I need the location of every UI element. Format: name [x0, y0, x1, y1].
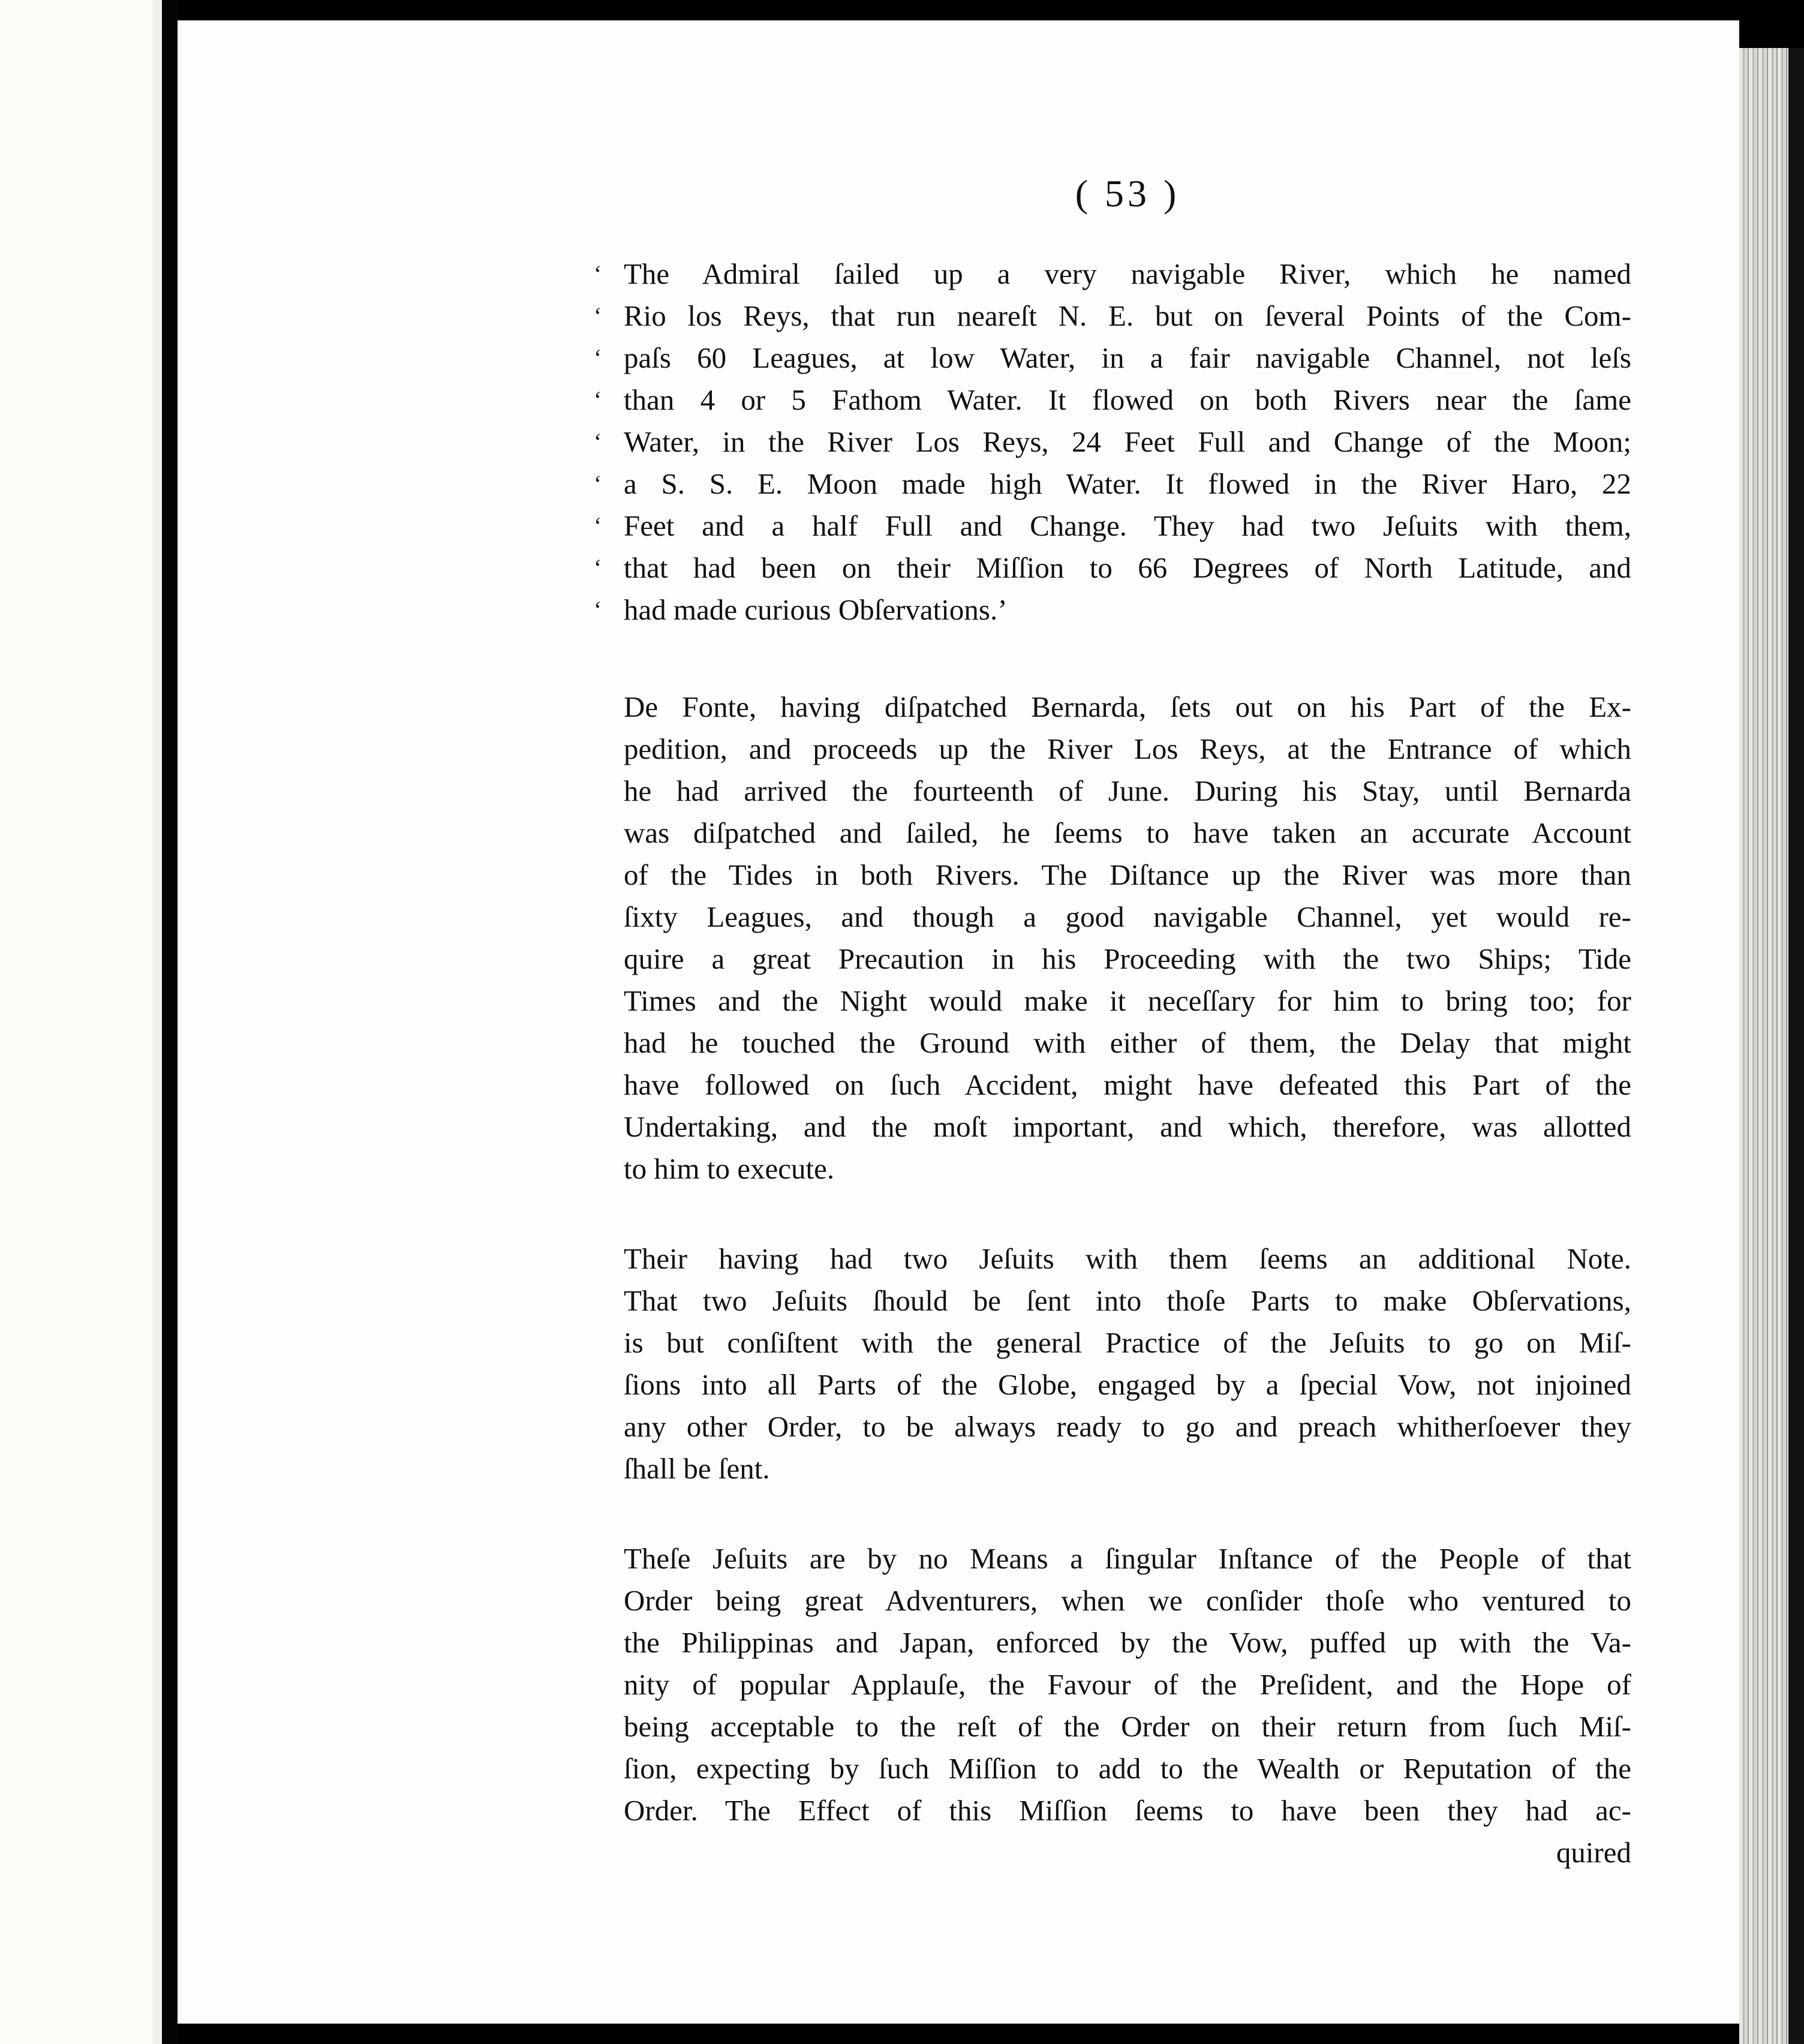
text-line: have followed on ſuch Accident, might have defeated this Part of the: [624, 1068, 1631, 1101]
text-block: [594, 20, 1631, 2024]
book-gutter: [162, 0, 178, 2044]
text-line: ‘ The Admiral ſailed up a very navigable River, which he named: [594, 257, 1631, 290]
text-line: ‘ Feet and a half Full and Change. They had two Jeſuits with them,: [594, 509, 1631, 542]
text-line: quire a great Precaution in his Proceeding with the two Ships; Tide: [624, 942, 1631, 975]
text-line: ‘ had made curious Obſervations.’: [594, 593, 1008, 626]
book-page: [178, 20, 1739, 2024]
text-line: Order being great Adventurers, when we conſider thoſe who ventured to: [624, 1584, 1631, 1617]
page-edges: [1739, 48, 1804, 2044]
text-line: had he touched the Ground with either of them, the Delay that might: [624, 1026, 1631, 1059]
text-line: ‘ Rio los Reys, that run neareſt N. E. but on ſeveral Points of the Com-: [594, 299, 1631, 332]
text-line: pedition, and proceeds up the River Los Reys, at the Entrance of which: [624, 732, 1631, 765]
text-line: ‘ paſs 60 Leagues, at low Water, in a fair navigable Channel, not leſs: [594, 341, 1631, 374]
text-line: That two Jeſuits ſhould be ſent into thoſe Parts to make Obſervations,: [624, 1284, 1631, 1317]
text-line: ‘ a S. S. E. Moon made high Water. It flowed in the River Haro, 22: [594, 467, 1631, 500]
text-line: Theſe Jeſuits are by no Means a ſingular Inſtance of the People of that: [624, 1542, 1631, 1575]
text-line: Their having had two Jeſuits with them ſeems an additional Note.: [624, 1242, 1631, 1275]
text-line: Order. The Effect of this Miſſion ſeems to have been they had ac-: [624, 1794, 1631, 1827]
text-line: is but conſiſtent with the general Practice of the Jeſuits to go on Miſ-: [624, 1326, 1631, 1359]
facing-page-edge: [0, 0, 162, 2044]
text-line: was diſpatched and ſailed, he ſeems to have taken an accurate Account: [624, 816, 1631, 849]
text-line: ſion, expecting by ſuch Miſſion to add to the Wealth or Reputation of the: [624, 1752, 1631, 1785]
text-line: ſhall be ſent.: [624, 1452, 770, 1485]
text-line: ‘ that had been on their Miſſion to 66 Degrees of North Latitude, and: [594, 551, 1631, 584]
text-line: any other Order, to be always ready to go and preach whitherſoever they: [624, 1410, 1631, 1443]
catchword: quired: [1556, 1836, 1631, 1869]
text-line: ‘ than 4 or 5 Fathom Water. It flowed on both Rivers near the ſame: [594, 383, 1631, 416]
text-line: being acceptable to the reſt of the Order on their return from ſuch Miſ-: [624, 1710, 1631, 1743]
text-line: ſixty Leagues, and though a good navigable Channel, yet would re-: [624, 900, 1631, 933]
text-line: ‘ Water, in the River Los Reys, 24 Feet Full and Change of the Moon;: [594, 425, 1631, 458]
page-number: ( 53 ): [1075, 172, 1180, 215]
text-line: ſions into all Parts of the Globe, engaged by a ſpecial Vow, not injoined: [624, 1368, 1631, 1401]
text-line: to him to execute.: [624, 1152, 835, 1185]
text-line: Times and the Night would make it neceſſary for him to bring too; for: [624, 984, 1631, 1017]
text-line: he had arrived the fourteenth of June. During his Stay, until Bernarda: [624, 774, 1631, 807]
text-line: Undertaking, and the moſt important, and which, therefore, was allotted: [624, 1110, 1631, 1143]
text-line: of the Tides in both Rivers. The Diſtance up the River was more than: [624, 858, 1631, 891]
text-line: nity of popular Applauſe, the Favour of the Preſident, and the Hope of: [624, 1668, 1631, 1701]
text-line: the Philippinas and Japan, enforced by the Vow, puffed up with the Va-: [624, 1626, 1631, 1659]
text-line: De Fonte, having diſpatched Bernarda, ſets out on his Part of the Ex-: [624, 690, 1631, 723]
